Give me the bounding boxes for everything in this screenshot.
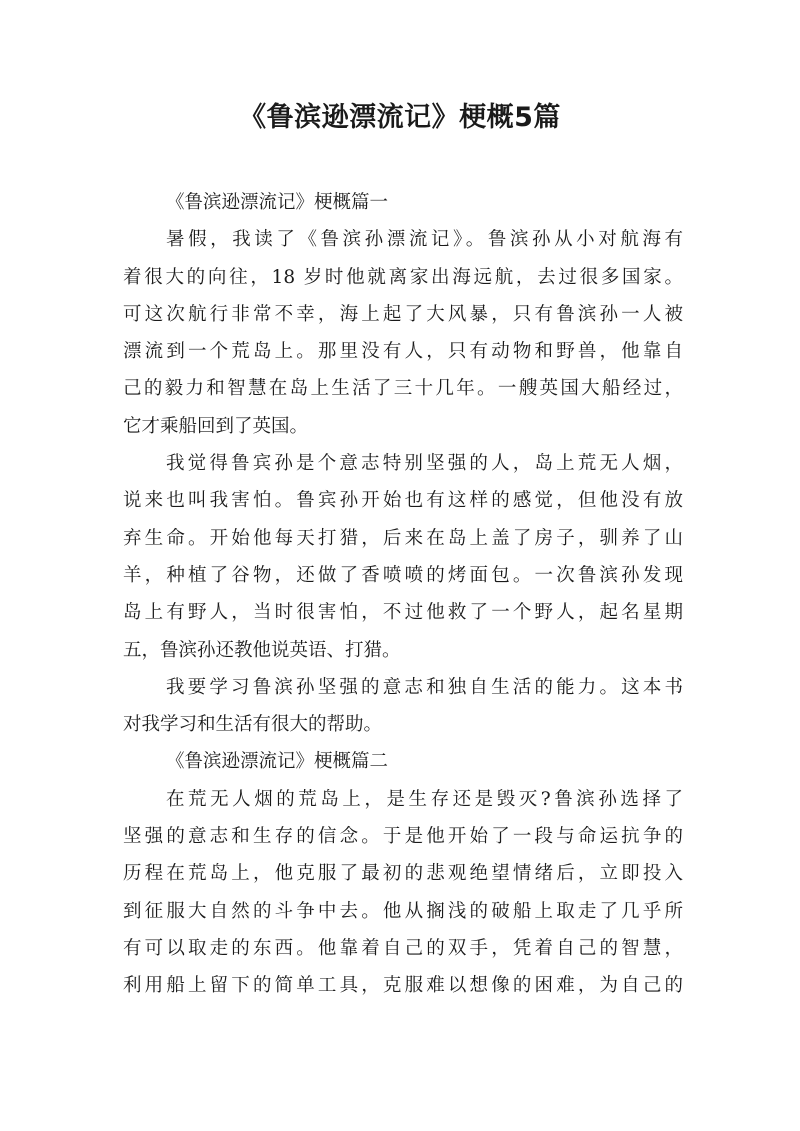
document-title: 《鲁滨逊漂流记》梗概5篇 [239,102,561,133]
paragraph-line: 利用船上留下的简单工具，克服难以想像的困难，为自己的 [123,975,683,997]
paragraph-line: 我觉得鲁宾孙是个意志特别坚强的人，岛上荒无人烟， [166,453,683,475]
paragraph-line: 它才乘船回到了英国。 [123,415,309,437]
paragraph-line: 五，鲁滨孙还教他说英语、打猎。 [123,639,401,661]
paragraph-line: 岛上有野人，当时很害怕，不过他救了一个野人，起名星期 [123,602,683,624]
paragraph-line: 漂流到一个荒岛上。那里没有人，只有动物和野兽，他靠自 [123,341,683,363]
paragraph-line: 历程在荒岛上，他克服了最初的悲观绝望情绪后，立即投入 [123,863,683,885]
section-heading-2: 《鲁滨逊漂流记》梗概篇二 [166,751,389,773]
paragraph-line: 着很大的向往，18 岁时他就离家出海远航，去过很多国家。 [123,266,683,288]
paragraph-line: 羊，种植了谷物，还做了香喷喷的烤面包。一次鲁滨孙发现 [123,564,683,586]
paragraph-line: 在荒无人烟的荒岛上，是生存还是毁灭?鲁滨孙选择了 [166,788,683,810]
paragraph-line: 到征服大自然的斗争中去。他从搁浅的破船上取走了几乎所 [123,900,683,922]
paragraph-line: 可这次航行非常不幸，海上起了大风暴，只有鲁滨孙一人被 [123,303,683,325]
paragraph-line: 我要学习鲁滨孙坚强的意志和独自生活的能力。这本书 [166,676,683,698]
paragraph-line: 对我学习和生活有很大的帮助。 [123,714,383,736]
paragraph-line: 暑假，我读了《鲁滨孙漂流记》。鲁滨孙从小对航海有 [166,229,683,251]
document-body [123,184,683,1005]
paragraph-line: 有可以取走的东西。他靠着自己的双手，凭着自己的智慧， [123,937,683,959]
paragraph-line: 己的毅力和智慧在岛上生活了三十几年。一艘英国大船经过， [123,378,683,400]
paragraph-line: 说来也叫我害怕。鲁宾孙开始也有这样的感觉，但他没有放 [123,490,683,512]
paragraph-line: 坚强的意志和生存的信念。于是他开始了一段与命运抗争的 [123,826,683,848]
paragraph-line: 弃生命。开始他每天打猎，后来在岛上盖了房子，驯养了山 [123,527,683,549]
section-heading-1: 《鲁滨逊漂流记》梗概篇一 [166,192,389,213]
